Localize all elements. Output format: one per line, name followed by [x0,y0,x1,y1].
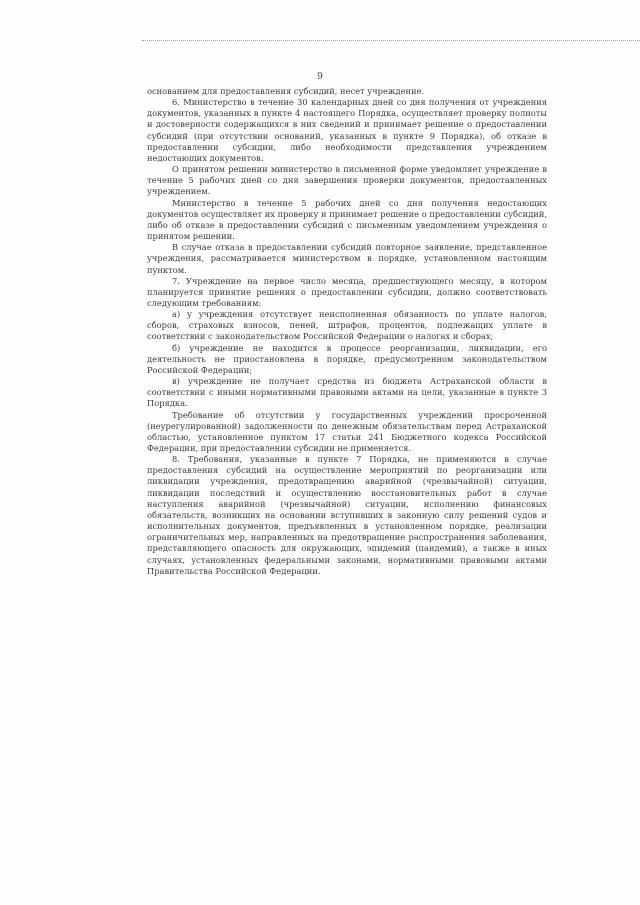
requirement-c: в) учреждение не получает средства из бюджета Астраханской области в соответствии с иными нормативными правовыми актами на цели, указанные в пункте 3 Порядка. [147,376,547,409]
paragraph-continuation: основанием для предоставления субсидий, несет учреждение. [147,86,425,96]
paragraph-item-6: 6. Министерство в течение 30 календарных дней со дня получения от учреждения документов, указанных в пункте 4 настоящего Порядка, осуществляет проверку полноты и достоверности содержащихся в них сведений и принимает решение о предоставлении субсидий (при отсутствии оснований, указанных в пункте 9 Порядка), об отказе в предоставлении субсидии, либо необходимости представления учреждением недостающих документов. [147,97,547,163]
paragraph-item-8: 8. Требования, указанные в пункте 7 Порядка, не применяются в случае предоставления субсидий на осуществление мероприятий по реорганизации или ликвидации учреждения, предотвращению аварийной (чрезвычайной) ситуации, ликвидации последствий и осуществлению восстановительных работ в случае наступления аварийной (чрезвычайной) ситуации, исполнению финансовых обязательств, возникших на основании вступивших в законную силу решений судов и исполнительных документов, предъявленных в установленном порядке, реализации ограничительных мер, направленных на предотвращение распространения заболевания, представляющего опасность для окружающих, эпидемий (пандемий), а также в иных случаях, установленных федеральными законами, нормативными правовыми актами Правительства Российской Федерации. [147,454,547,576]
paragraph-notification: О принятом решении министерство в письменной форме уведомляет учреждение в течение 5 рабочих дней со дня завершения проверки документов, предоставленных учреждением. [147,164,547,197]
paragraph-debt-requirement: Требование об отсутствии у государственных учреждений просроченной (неурегулированной) задолженности по денежным обязательствам перед Астраханской областью, установленное пунктом 17 статьи 241 Бюджетного кодекса Российской Федерации, при предоставлении субсидии не применяется. [147,409,547,453]
page-number: 9 [317,72,323,82]
paragraph-item-7: 7. Учреждение на первое число месяца, предшествующего месяцу, в котором планируется принятие решения о предоставлении субсидии, должно соответствовать следующим требованиям: [147,275,547,308]
document-body [147,86,547,577]
scan-edge-line [142,40,640,41]
requirement-b: б) учреждение не находится в процессе реорганизации, ликвидации, его деятельность не приостановлена в порядке, предусмотренном законодательством Российской Федерации; [147,342,547,375]
paragraph-refusal: В случае отказа в предоставлении субсидий повторное заявление, представленное учреждения, рассматривается министерством в порядке, установленном настоящим пунктом. [147,242,547,275]
paragraph-missing-documents: Министерство в течение 5 рабочих дней со дня получения недостающих документов осуществляет их проверку и принимает решение о предоставлении субсидий, либо об отказе в предоставлении субсидий с письменным уведомлением учреждения о принятом решении. [147,197,547,242]
requirement-a: а) у учреждения отсутствует неисполненная обязанность по уплате налогов, сборов, страховых взносов, пеней, штрафов, процентов, подлежащих уплате в соответствии с законодательством Российской Федерации о налогах и сборах; [147,309,547,342]
